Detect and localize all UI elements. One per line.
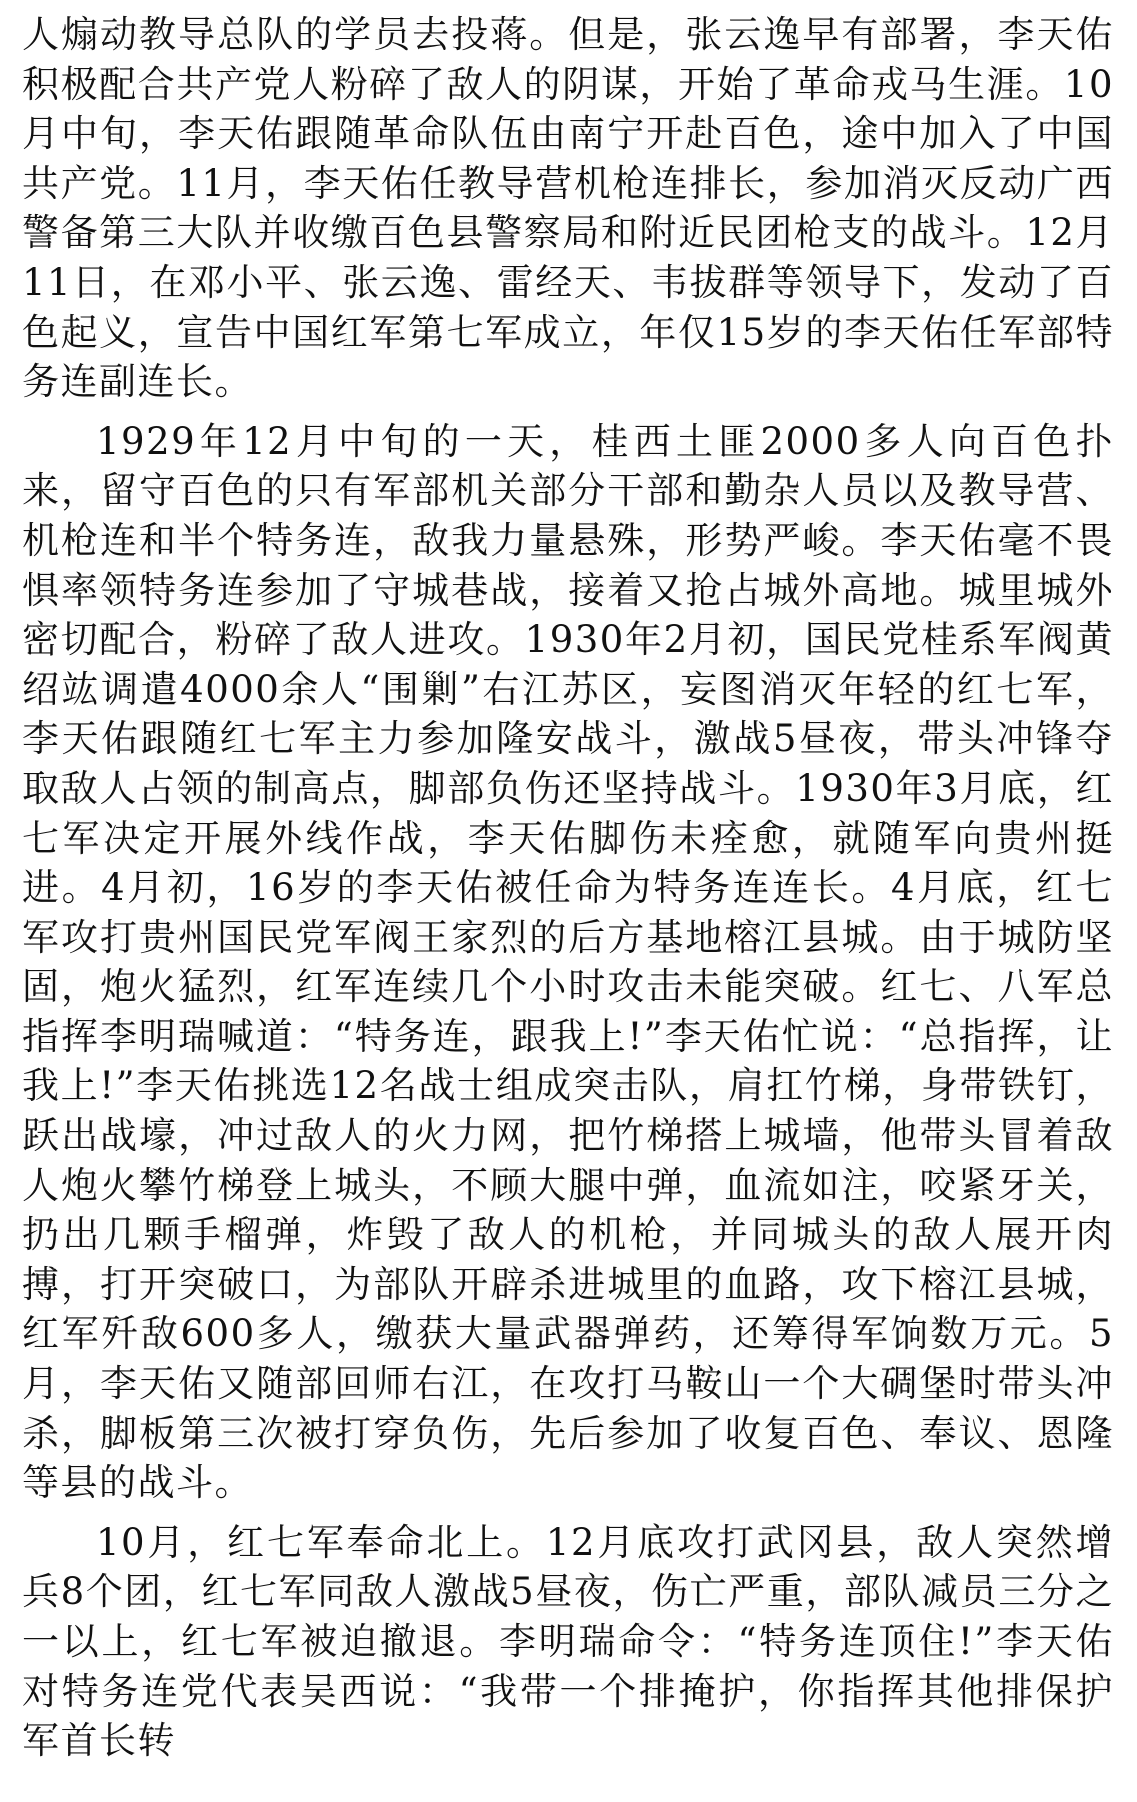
paragraph-2: 1929年12月中旬的一天，桂西土匪2000多人向百色扑来，留守百色的只有军部机关部分干部和勤杂人员以及教导营、机枪连和半个特务连，敌我力量悬殊，形势严峻。李天佑毫不畏惧率领特务连参加了守城巷战，接着又抢占城外高地。城里城外密切配合，粉碎了敌人进攻。1930年2月初，国民党桂系军阀黄绍竑调遣4000余人“围剿”右江苏区，妄图消灭年轻的红七军，李天佑跟随红七军主力参加隆安战斗，激战5昼夜，带头冲锋夺取敌人占领的制高点，脚部负伤还坚持战斗。1930年3月底，红七军决定开展外线作战，李天佑脚伤未痊愈，就随军向贵州挺进。4月初，16岁的李天佑被任命为特务连连长。4月底，红七军攻打贵州国民党军阀王家烈的后方基地榕江县城。由于城防坚固，炮火猛烈，红军连续几个小时攻击未能突破。红七、八军总指挥李明瑞喊道：“特务连，跟我上!”李天佑忙说：“总指挥，让我上!”李天佑挑选12名战士组成突击队，肩扛竹梯，身带铁钉，跃出战壕，冲过敌人的火力网，把竹梯搭上城墙，他带头冒着敌人炮火攀竹梯登上城头，不顾大腿中弹，血流如注，咬紧牙关，扔出几颗手榴弹，炸毁了敌人的机枪，并同城头的敌人展开肉搏，打开突破口，为部队开辟杀进城里的血路，攻下榕江县城，红军歼敌600多人，缴获大量武器弹药，还筹得军饷数万元。5月，李天佑又随部回师右江，在攻打马鞍山一个大碉堡时带头冲杀，脚板第三次被打穿负伤，先后参加了收复百色、奉议、恩隆等县的战斗。 [22,419,1114,1505]
paragraph-1: 人煽动教导总队的学员去投蒋。但是，张云逸早有部署，李天佑积极配合共产党人粉碎了敌人的阴谋，开始了革命戎马生涯。10月中旬，李天佑跟随革命队伍由南宁开赴百色，途中加入了中国共产党。11月，李天佑任教导营机枪连排长，参加消灭反动广西警备第三大队并收缴百色县警察局和附近民团枪支的战斗。12月11日，在邓小平、张云逸、雷经天、韦拔群等领导下，发动了百色起义，宣告中国红军第七军成立，年仅15岁的李天佑任军部特务连副连长。 [22,13,1114,404]
document-page [22,10,1114,1766]
paragraph-3: 10月，红七军奉命北上。12月底攻打武冈县，敌人突然增兵8个团，红七军同敌人激战5昼夜，伤亡严重，部队减员三分之一以上，红七军被迫撤退。李明瑞命令：“特务连顶住!”李天佑对特务连党代表吴西说：“我带一个排掩护，你指挥其他排保护军首长转 [22,1520,1114,1763]
